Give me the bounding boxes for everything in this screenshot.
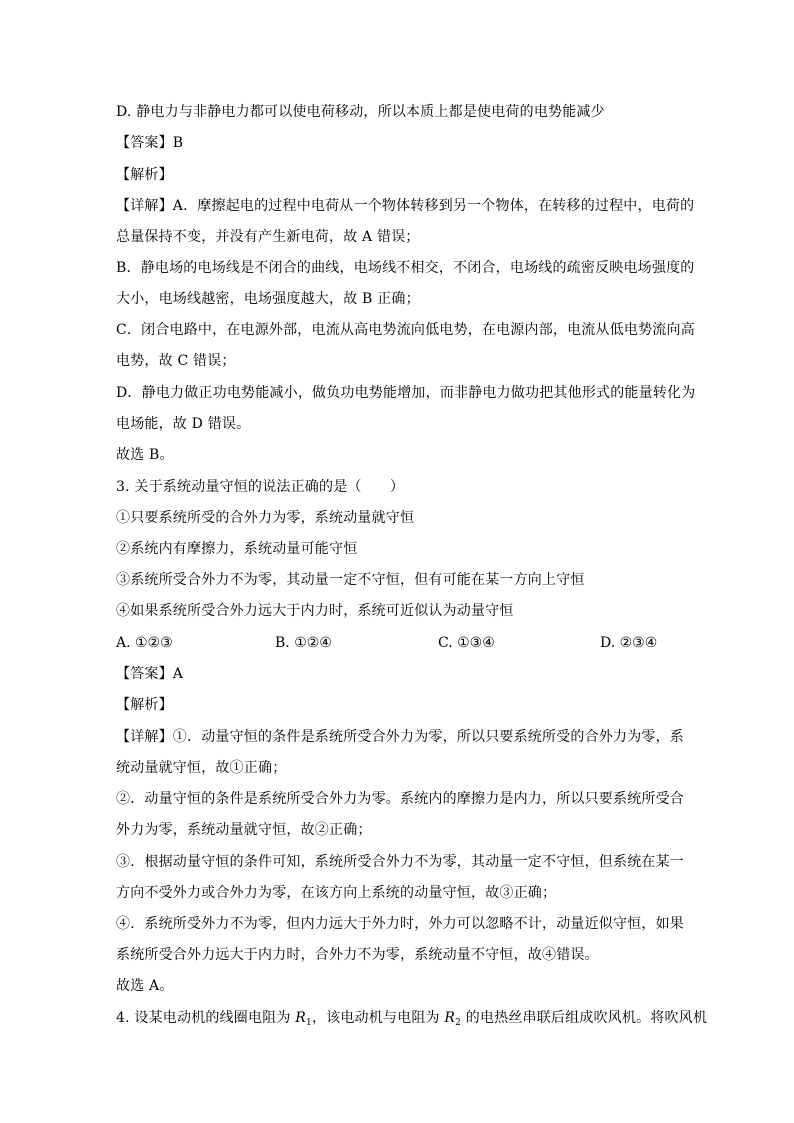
q3-detail-line: 系统所受合外力远大于内力时，合外力不为零，系统动量不守恒，故④错误。 — [116, 947, 599, 963]
q3-option-b: B. ①②④ — [275, 635, 332, 651]
q3-statement: ②系统内有摩擦力，系统动量可能守恒 — [116, 541, 358, 557]
r2-symbol: R — [444, 1010, 456, 1026]
q2-conclusion: 故选 B。 — [116, 447, 174, 463]
r1-subscript: 1 — [306, 1018, 312, 1028]
q2-detail-line: 电场能，故 D 错误。 — [116, 416, 251, 432]
q2-detail-line: 总量保持不变，并没有产生新电荷，故 A 错误； — [116, 229, 420, 245]
q2-answer: 【答案】B — [116, 135, 184, 151]
q3-detail-line: 【详解】①．动量守恒的条件是系统所受合外力为零，所以只要系统所受的合外力为零，系 — [116, 729, 684, 745]
q3-conclusion: 故选 A。 — [116, 978, 174, 994]
q2-detail-line: 【详解】A．摩擦起电的过程中电荷从一个物体转移到另一个物体，在转移的过程中，电荷的 — [116, 198, 695, 214]
q2-detail-line: B．静电场的电场线是不闭合的曲线，电场线不相交，不闭合，电场线的疏密反映电场强度的 — [116, 260, 695, 276]
q3-options — [116, 634, 686, 652]
q4-stem-part: 4. 设某电动机的线圈电阻为 — [116, 1010, 296, 1026]
q3-answer: 【答案】A — [116, 666, 184, 682]
q3-analysis-heading: 【解析】 — [116, 697, 173, 713]
q2-detail-line: 大小，电场线越密，电场强度越大，故 B 正确； — [116, 291, 420, 307]
q3-statement: ④如果系统所受合外力远大于内力时，系统可近似认为动量守恒 — [116, 603, 514, 619]
q3-detail-line: ③．根据动量守恒的条件可知，系统所受合外力不为零，其动量一定不守恒，但系统在某一 — [116, 854, 684, 870]
r1-symbol: R — [295, 1010, 307, 1026]
q2-detail-line: C．闭合电路中，在电源外部，电流从高电势流向低电势，在电源内部，电流从低电势流向高 — [116, 322, 695, 338]
q3-stem: 3. 关于系统动量守恒的说法正确的是（ ） — [116, 479, 405, 495]
q3-statement: ③系统所受合外力不为零，其动量一定不守恒，但有可能在某一方向上守恒 — [116, 572, 585, 588]
q4-stem — [116, 1009, 708, 1032]
q2-detail-line: 电势，故 C 错误； — [116, 353, 236, 369]
q3-detail-line: 外力为零，系统动量就守恒，故②正确； — [116, 822, 372, 838]
q4-stem-part: ，该电动机与电阻为 — [311, 1010, 445, 1026]
q3-detail-line: 方向不受外力或合外力为零，在该方向上系统的动量守恒，故③正确； — [116, 885, 557, 901]
q3-detail-line: ④．系统所受外力不为零，但内力远大于外力时，外力可以忽略不计，动量近似守恒，如果 — [116, 916, 684, 932]
q3-option-c: C. ①③④ — [438, 635, 495, 651]
q3-detail-line: 统动量就守恒，故①正确； — [116, 760, 287, 776]
q2-analysis-heading: 【解析】 — [116, 167, 173, 183]
q2-detail-line: D．静电力做正功电势能减小，做负功电势能增加，而非静电力做功把其他形式的能量转化为 — [116, 385, 696, 401]
q3-option-d: D. ②③④ — [600, 635, 658, 651]
q3-statement: ①只要系统所受的合外力为零，系统动量就守恒 — [116, 510, 415, 526]
q3-option-a: A. ①②③ — [116, 635, 173, 651]
q3-detail-line: ②．动量守恒的条件是系统所受合外力为零。系统内的摩擦力是内力，所以只要系统所受合 — [116, 791, 684, 807]
r2-subscript: 2 — [455, 1018, 462, 1028]
q2-option-d: D. 静电力与非静电力都可以使电荷移动，所以本质上都是使电荷的电势能减少 — [116, 104, 605, 120]
q4-stem-part: 的电热丝串联后组成吹风机。将吹风机 — [461, 1010, 708, 1026]
